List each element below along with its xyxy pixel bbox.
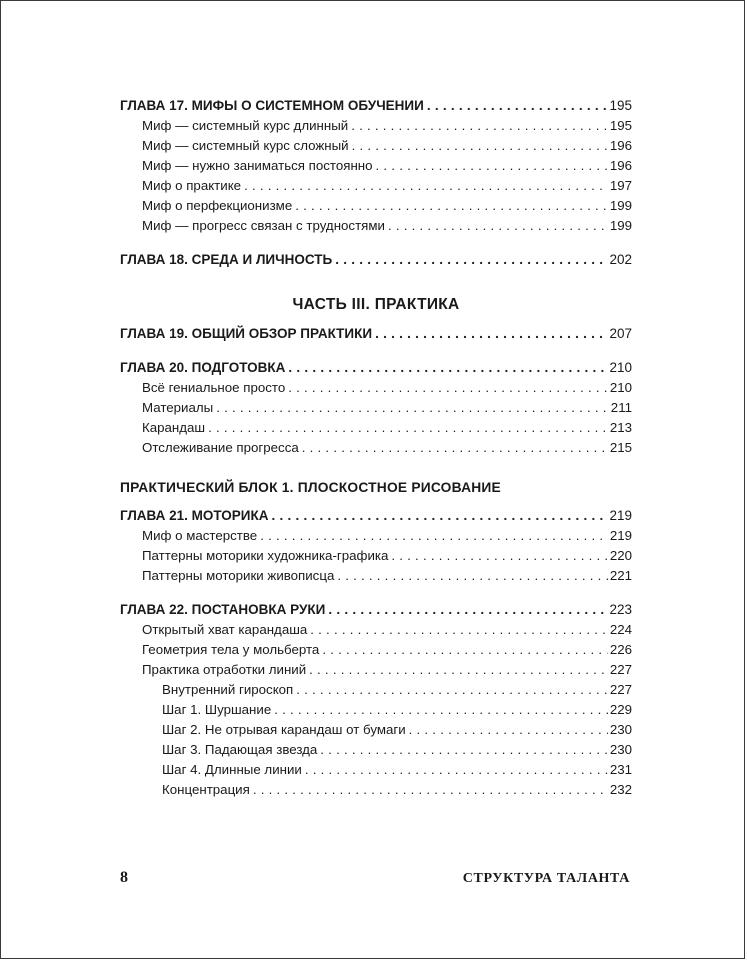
toc-title: ГЛАВА 22. ПОСТАНОВКА РУКИ <box>120 602 326 617</box>
toc-title: Миф о практике <box>142 178 242 193</box>
toc-page: 211 <box>610 400 632 415</box>
toc-title: ГЛАВА 21. МОТОРИКА <box>120 508 269 523</box>
toc-leader <box>305 760 608 780</box>
toc-chapter-21 <box>120 506 632 526</box>
toc-page: 199 <box>609 218 632 233</box>
toc-title: Миф о перфекционизме <box>142 198 293 213</box>
toc-page: 196 <box>609 158 632 173</box>
spacer <box>120 344 632 358</box>
toc-chapter-22 <box>120 600 632 620</box>
toc-subitem <box>120 740 632 760</box>
toc-item <box>120 526 632 546</box>
toc-title: Миф — нужно заниматься постоянно <box>142 158 373 173</box>
toc-title: Отслеживание прогресса <box>142 440 299 455</box>
toc-item <box>120 116 632 136</box>
toc-page: 231 <box>609 762 632 777</box>
toc-title: Открытый хват карандаша <box>142 622 308 637</box>
spacer <box>120 458 632 472</box>
toc-item <box>120 566 632 586</box>
toc-leader <box>288 378 608 398</box>
toc-title: Миф — системный курс длинный <box>142 118 349 133</box>
toc-item <box>120 546 632 566</box>
toc-title: ГЛАВА 18. СРЕДА И ЛИЧНОСТЬ <box>120 252 333 267</box>
spacer <box>120 270 632 284</box>
toc-item <box>120 216 632 236</box>
toc-page: 202 <box>609 252 632 267</box>
toc-subitem <box>120 720 632 740</box>
toc-page: 226 <box>609 642 632 657</box>
toc-item <box>120 438 632 458</box>
toc-leader <box>376 156 608 176</box>
toc-item <box>120 640 632 660</box>
toc-leader <box>375 324 607 344</box>
toc-page: 230 <box>609 742 632 757</box>
toc-page: 213 <box>609 420 632 435</box>
toc-title: Шаг 4. Длинные линии <box>162 762 302 777</box>
toc-title: Миф о мастерстве <box>142 528 258 543</box>
toc-leader <box>322 640 607 660</box>
toc-title: Шаг 3. Падающая звезда <box>162 742 318 757</box>
toc-title: Миф — прогресс связан с трудностями <box>142 218 385 233</box>
toc-title: ГЛАВА 17. МИФЫ О СИСТЕМНОМ ОБУЧЕНИИ <box>120 98 424 113</box>
toc-title: Концентрация <box>162 782 250 797</box>
toc-page: 210 <box>609 380 632 395</box>
toc-leader <box>309 660 608 680</box>
toc-leader <box>391 546 607 566</box>
toc-chapter-20 <box>120 358 632 378</box>
toc-item <box>120 176 632 196</box>
toc-page: 224 <box>609 622 632 637</box>
toc-title: Всё гениальное просто <box>142 380 286 395</box>
toc-leader <box>320 740 608 760</box>
toc-leader <box>352 136 608 156</box>
toc-page: 221 <box>609 568 632 583</box>
toc-leader <box>208 418 608 438</box>
part-title: ЧАСТЬ III. ПРАКТИКА <box>292 296 460 313</box>
toc-subitem <box>120 780 632 800</box>
toc-page: 230 <box>609 722 632 737</box>
toc-page: 215 <box>609 440 632 455</box>
toc-subitem <box>120 760 632 780</box>
toc-title: Карандаш <box>142 420 206 435</box>
toc-page: 229 <box>609 702 632 717</box>
toc-page: 195 <box>609 118 632 133</box>
toc-leader <box>244 176 608 196</box>
toc-leader <box>260 526 608 546</box>
toc-leader <box>337 566 607 586</box>
block-title: ПРАКТИЧЕСКИЙ БЛОК 1. ПЛОСКОСТНОЕ РИСОВАНИЕ <box>120 480 501 495</box>
toc-subitem <box>120 700 632 720</box>
toc-title: Геометрия тела у мольберта <box>142 642 320 657</box>
table-of-contents <box>120 96 632 800</box>
toc-item <box>120 136 632 156</box>
toc-title: Материалы <box>142 400 214 415</box>
toc-leader <box>216 398 609 418</box>
toc-page: 227 <box>609 662 632 677</box>
toc-leader <box>253 780 608 800</box>
spacer <box>120 236 632 250</box>
toc-leader <box>274 700 608 720</box>
toc-leader <box>388 216 608 236</box>
toc-page: 195 <box>609 98 632 113</box>
toc-item <box>120 196 632 216</box>
toc-leader <box>351 116 608 136</box>
toc-title: Шаг 2. Не отрывая карандаш от бумаги <box>162 722 406 737</box>
toc-leader <box>296 680 608 700</box>
page-number: 8 <box>120 869 128 886</box>
toc-leader <box>295 196 608 216</box>
toc-page: 223 <box>609 602 632 617</box>
toc-title: Миф — системный курс сложный <box>142 138 349 153</box>
toc-title: Внутренний гироскоп <box>162 682 294 697</box>
toc-item <box>120 378 632 398</box>
toc-chapter-18 <box>120 250 632 270</box>
toc-page: 199 <box>609 198 632 213</box>
toc-item <box>120 660 632 680</box>
toc-title: Практика отработки линий <box>142 662 307 677</box>
toc-leader <box>335 250 607 270</box>
toc-page: 219 <box>609 508 632 523</box>
toc-title: ГЛАВА 20. ПОДГОТОВКА <box>120 360 286 375</box>
toc-item <box>120 620 632 640</box>
toc-page: 220 <box>609 548 632 563</box>
toc-title: Паттерны моторики живописца <box>142 568 335 583</box>
toc-leader <box>310 620 608 640</box>
toc-page: 219 <box>609 528 632 543</box>
toc-leader <box>288 358 607 378</box>
toc-leader <box>302 438 608 458</box>
toc-chapter-17 <box>120 96 632 116</box>
toc-leader <box>427 96 608 116</box>
toc-leader <box>272 506 608 526</box>
toc-item <box>120 156 632 176</box>
toc-page: 207 <box>609 326 632 341</box>
toc-leader <box>409 720 608 740</box>
spacer <box>120 586 632 600</box>
toc-page: 197 <box>609 178 632 193</box>
toc-title: Шаг 1. Шуршание <box>162 702 272 717</box>
toc-chapter-19 <box>120 324 632 344</box>
toc-page: 196 <box>609 138 632 153</box>
running-title: СТРУКТУРА ТАЛАНТА <box>462 871 630 886</box>
toc-page: 227 <box>609 682 632 697</box>
toc-leader <box>328 600 607 620</box>
toc-page: 210 <box>609 360 632 375</box>
toc-title: ГЛАВА 19. ОБЩИЙ ОБЗОР ПРАКТИКИ <box>120 326 373 341</box>
toc-subitem <box>120 680 632 700</box>
toc-title: Паттерны моторики художника-графика <box>142 548 389 563</box>
toc-page: 232 <box>609 782 632 797</box>
toc-item <box>120 398 632 418</box>
toc-item <box>120 418 632 438</box>
